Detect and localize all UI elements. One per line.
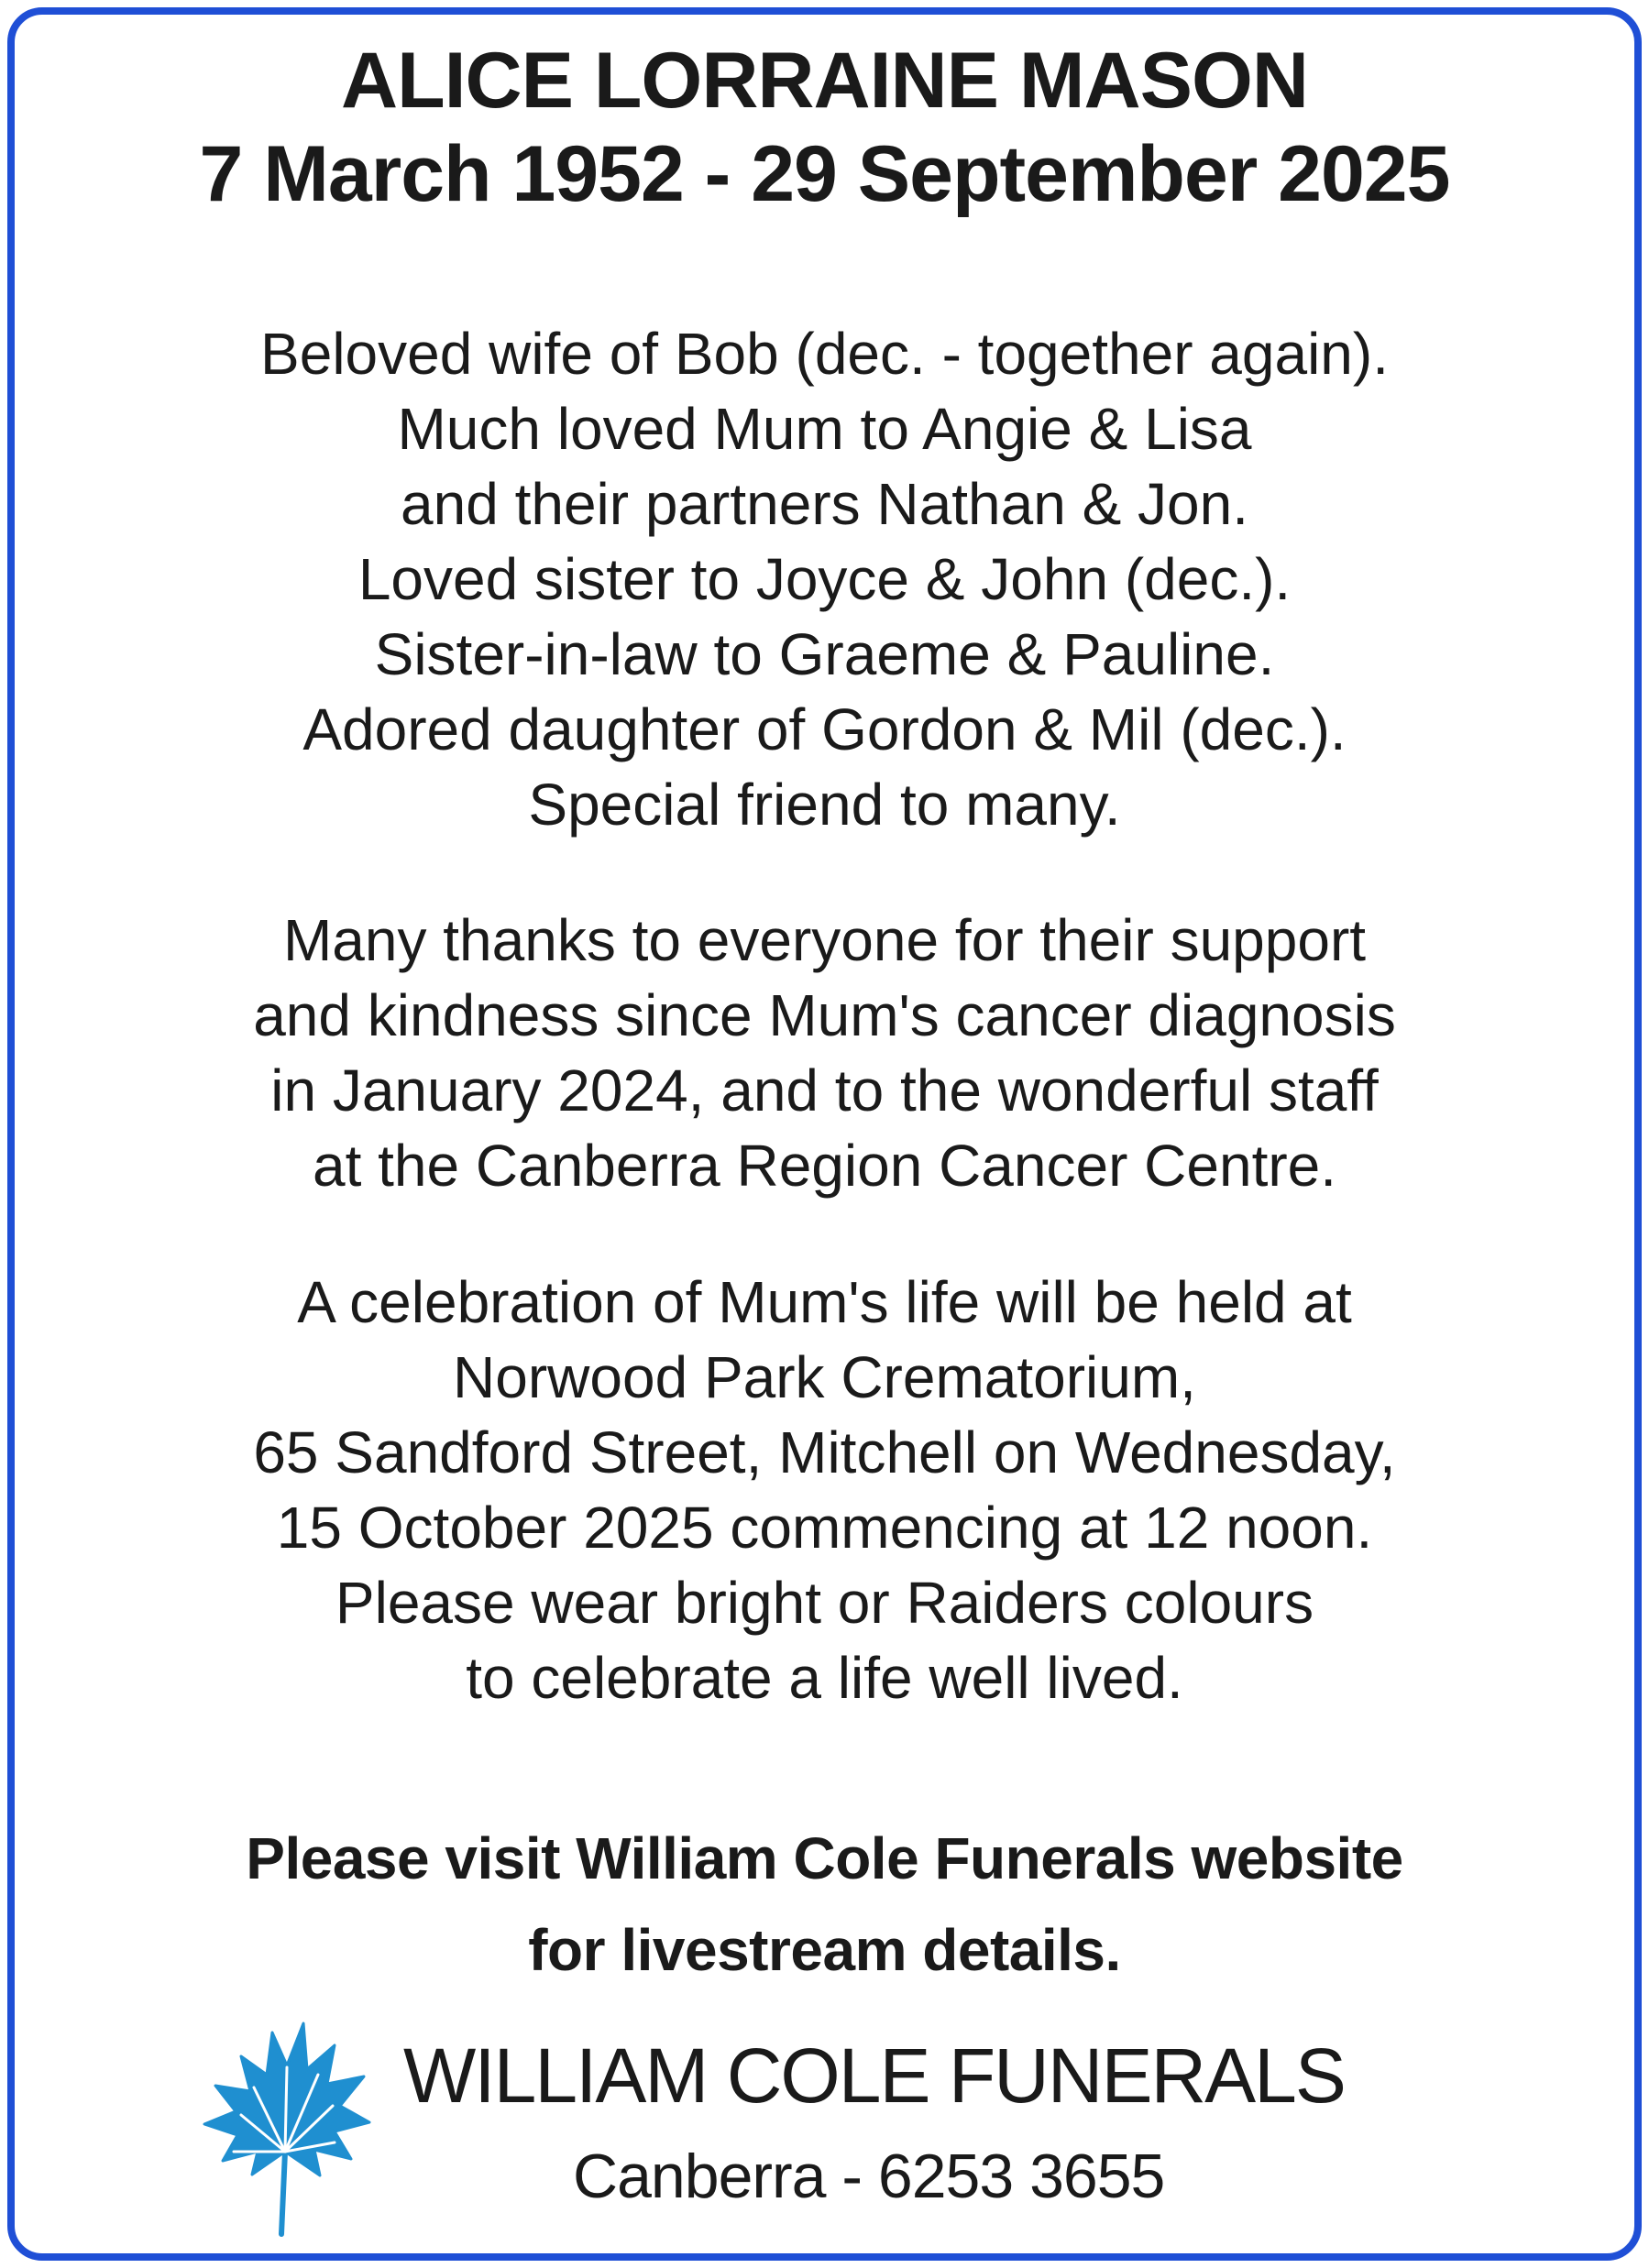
family-paragraph: [0, 316, 1649, 842]
service-line: 65 Sandford Street, Mitchell on Wednesday,: [253, 1419, 1396, 1485]
deceased-name: ALICE LORRAINE MASON: [341, 37, 1308, 125]
service-line: 15 October 2025 commencing at 12 noon.: [276, 1495, 1373, 1561]
service-paragraph: [0, 1265, 1649, 1715]
funeral-home-name: WILLIAM COLE FUNERALS: [403, 2032, 1345, 2119]
funeral-home-contact: Canberra - 6253 3655: [573, 2142, 1165, 2211]
service-line: A celebration of Mum's life will be held at: [297, 1269, 1352, 1335]
family-line: Adored daughter of Gordon & Mil (dec.).: [302, 696, 1347, 762]
thanks-paragraph: [0, 903, 1649, 1203]
thanks-line: at the Canberra Region Cancer Centre.: [312, 1133, 1337, 1199]
thanks-line: in January 2024, and to the wonderful staff: [270, 1057, 1379, 1123]
service-line: Please wear bright or Raiders colours: [335, 1570, 1314, 1636]
family-line: Loved sister to Joyce & John (dec.).: [357, 546, 1292, 612]
funeral-home-logo: [0, 2007, 1649, 2245]
service-line: to celebrate a life well lived.: [466, 1645, 1183, 1711]
family-line: Beloved wife of Bob (dec. - together again).: [260, 321, 1389, 387]
livestream-notice: [0, 1813, 1649, 1996]
service-line: Norwood Park Crematorium,: [453, 1344, 1196, 1410]
livestream-line: Please visit William Cole Funerals website: [246, 1825, 1403, 1891]
family-line: Sister-in-law to Graeme & Pauline.: [374, 621, 1275, 687]
maple-leaf-icon: [197, 2014, 371, 2243]
family-line: Special friend to many.: [528, 772, 1121, 838]
livestream-line: for livestream details.: [528, 1917, 1121, 1983]
thanks-line: Many thanks to everyone for their support: [282, 907, 1367, 973]
thanks-line: and kindness since Mum's cancer diagnosis: [253, 982, 1396, 1048]
life-dates: 7 March 1952 - 29 September 2025: [199, 130, 1450, 218]
family-line: Much loved Mum to Angie & Lisa: [397, 396, 1252, 462]
family-line: and their partners Nathan & Jon.: [401, 471, 1248, 537]
